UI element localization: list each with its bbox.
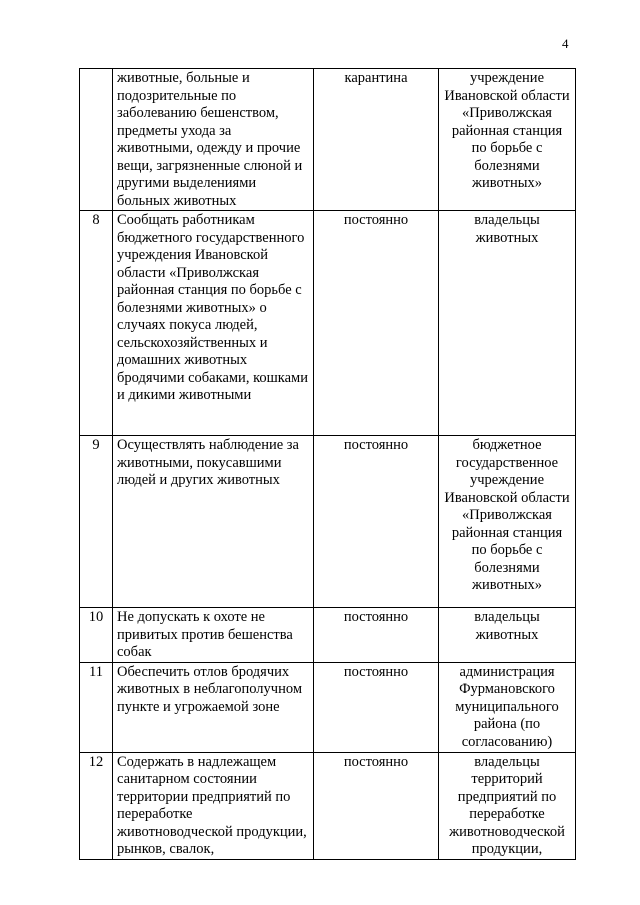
row-number (80, 69, 113, 211)
responsible-cell: бюджетное государственное учреждение Ивановской области «Приволжская районная станция по борьбе с болезнями животных» (439, 436, 576, 608)
term-cell: постоянно (314, 752, 439, 859)
table-row (80, 608, 576, 663)
action-cell: Обеспечить отлов бродячих животных в неблагополучном пункте и угрожаемой зоне (113, 662, 314, 752)
term-cell: постоянно (314, 662, 439, 752)
table-row (80, 69, 576, 211)
action-cell: Сообщать работникам бюджетного государственного учреждения Ивановской области «Приволжская районная станция по борьбе с болезнями животных» о случаях покуса людей, сельскохозяйственных и домашних животных бродячими собаками, кошками и дикими животными (113, 211, 314, 436)
page-number: 4 (562, 36, 569, 51)
row-number: 9 (80, 436, 113, 608)
action-cell: Содержать в надлежащем санитарном состоянии территории предприятий по переработке животноводческой продукции, рынков, свалок, (113, 752, 314, 859)
table-row (80, 211, 576, 436)
responsible-cell: владельцы территорий предприятий по переработке животноводческой продукции, (439, 752, 576, 859)
action-cell: Не допускать к охоте не привитых против бешенства собак (113, 608, 314, 663)
row-number: 8 (80, 211, 113, 436)
table-row (80, 662, 576, 752)
row-number: 12 (80, 752, 113, 859)
term-cell: постоянно (314, 211, 439, 436)
responsible-cell: владельцы животных (439, 608, 576, 663)
responsible-cell: учреждение Ивановской области «Приволжская районная станция по борьбе с болезнями животных» (439, 69, 576, 211)
row-number: 10 (80, 608, 113, 663)
table-row (80, 752, 576, 859)
term-cell: постоянно (314, 436, 439, 608)
action-cell: животные, больные и подозрительные по заболеванию бешенством, предметы ухода за животными, одежду и прочие вещи, загрязненные слюной и другими выделениями больных животных (113, 69, 314, 211)
table-row (80, 436, 576, 608)
responsible-cell: администрация Фурмановского муниципального района (по согласованию) (439, 662, 576, 752)
action-cell: Осуществлять наблюдение за животными, покусавшими людей и других животных (113, 436, 314, 608)
measures-table (79, 68, 576, 860)
responsible-cell: владельцы животных (439, 211, 576, 436)
row-number: 11 (80, 662, 113, 752)
term-cell: постоянно (314, 608, 439, 663)
term-cell: карантина (314, 69, 439, 211)
